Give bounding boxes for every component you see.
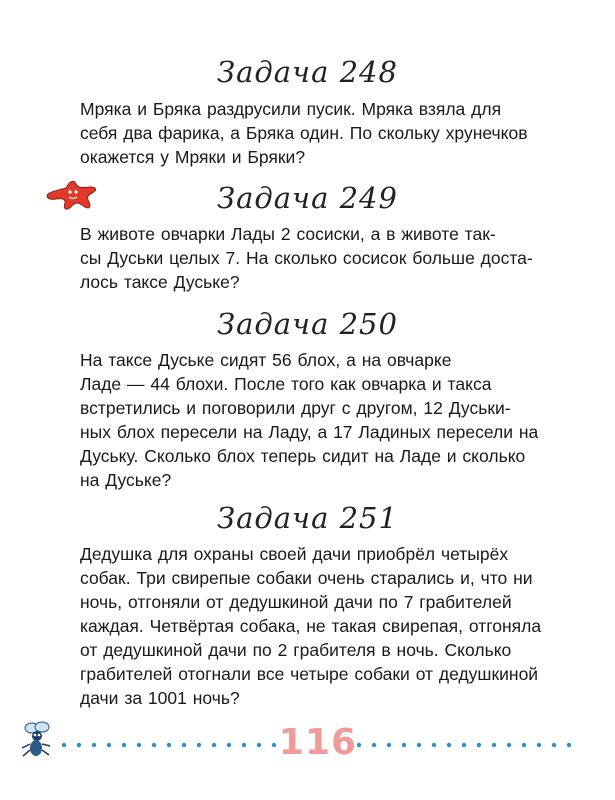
task-251-line-2: собак. Три свирепые собаки очень старались и, что ни [80,568,533,588]
task-250-text [80,348,570,492]
task-251-line-4: каждая. Четвёртая собака, не такая свирепая, отгоняла [80,616,542,636]
task-251-text [80,542,570,710]
task-249-line-3: лось таксе Дуське? [80,272,240,292]
task-248-text [80,97,570,169]
task-251-heading: Задача 251 [217,501,398,535]
task-249-heading: Задача 249 [217,181,398,215]
task-248-line-1: Мряка и Бряка раздрусили пусик. Мряка взяла для [80,99,502,119]
task-250-line-3: встретились и поговорили друг с другом, 12 Дуськи- [80,398,511,418]
task-249-line-2: сы Дуськи целых 7. На сколько сосисок больше доста- [80,248,533,268]
task-250-line-1: На таксе Дуське сидят 56 блох, а на овчарке [80,350,452,370]
task-251-line-1: Дедушка для охраны своей дачи приобрёл четырёх [80,544,509,564]
task-248-heading: Задача 248 [217,55,398,89]
task-248-line-3: окажется у Мряки и Бряки? [80,147,306,167]
footer-dots-left [60,737,280,753]
page-number: 116 [278,722,358,763]
task-251-line-3: ночь, отгоняли от дедушкиной дачи по 7 грабителей [80,592,512,612]
task-251-line-5: от дедушкиной дачи по 2 грабителя в ночь. Сколько [80,640,512,660]
task-250-line-4: ных блох пересели на Ладу, а 17 Ладиных пересели на [80,422,539,442]
task-250-line-2: Ладе — 44 блохи. После того как овчарка и такса [80,374,492,394]
task-250-line-5: Дуську. Сколько блох теперь сидит на Ладе и сколько [80,446,526,466]
footer-dots-right [355,737,585,753]
fly-icon [18,718,56,760]
task-248-line-2: себя два фарика, а Бряка один. По скольку хрунечков [80,123,528,143]
task-251-line-7: дачи за 1001 ночь? [80,688,240,708]
task-251-line-6: грабителей отогнали все четыре собаки от дедушкиной [80,664,539,684]
task-249-text [80,222,570,294]
task-250-heading: Задача 250 [217,307,398,341]
task-249-line-1: В животе овчарки Лады 2 сосиски, а в животе так- [80,224,496,244]
task-250-line-6: на Дуське? [80,470,172,490]
